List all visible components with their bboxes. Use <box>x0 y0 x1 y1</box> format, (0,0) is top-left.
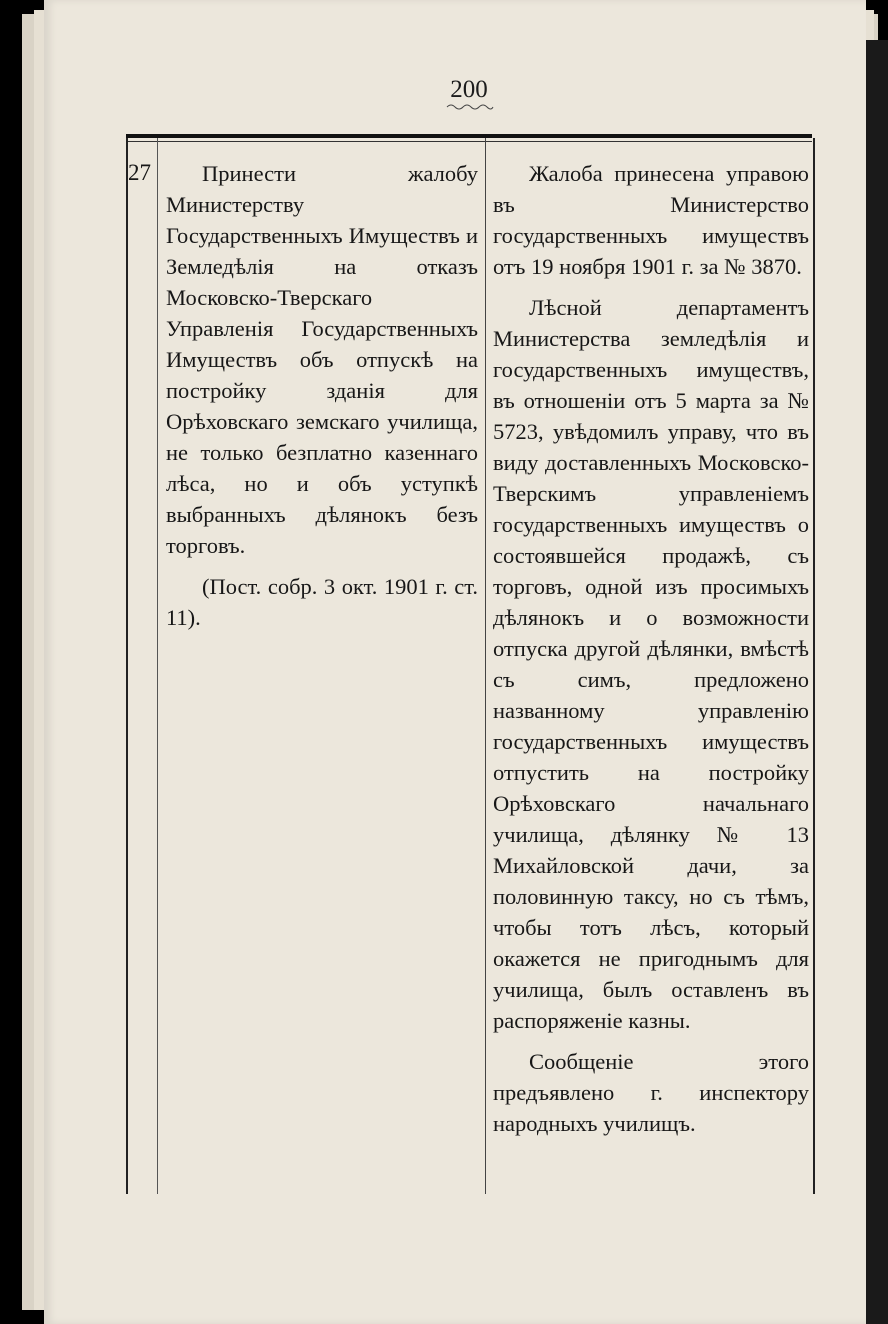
execution-paragraph-1: Жалоба принесена управою въ Министерство государственныхъ имуществъ отъ 19 ноября 1901 г. за № 3870. <box>493 161 809 279</box>
resolution-reference: (Пост. собр. 3 окт. 1901 г. ст. 11). <box>166 574 478 630</box>
resolution-column <box>166 158 478 633</box>
table-top-rule-thin <box>126 141 812 142</box>
middle-column-divider <box>485 138 486 1194</box>
book-edge-dark <box>866 40 888 1324</box>
page-number-ornament <box>445 102 495 112</box>
table-right-border <box>813 138 815 1194</box>
table-top-rule <box>126 134 812 138</box>
execution-paragraph-3: Сообщеніе этого предъявлено г. инспектору народныхъ училищъ. <box>493 1049 809 1136</box>
table-left-border <box>126 138 128 1194</box>
number-column-divider <box>157 138 158 1194</box>
resolution-text: Принести жалобу Министерству Государственныхъ Имуществъ и Земледѣлія на отказъ Московско-Тверскаго Управленія Государственныхъ Имуществъ объ отпускѣ на постройку зданія для Орѣховскаго земскаго училища, не только безплатно казеннаго лѣса, но и объ уступкѣ выбранныхъ дѣлянокъ безъ торговъ. <box>166 161 478 558</box>
page-number: 200 <box>450 76 488 103</box>
entry-number: 27 <box>128 160 151 185</box>
execution-paragraph-2: Лѣсной департаментъ Министерства земледѣлія и государственныхъ имуществъ, въ отношеніи отъ 5 марта за № 5723, увѣдомилъ управу, что въ виду доставленныхъ Московско-Тверскимъ управленіемъ государственныхъ имуществъ о состоявшейся продажѣ, съ торговъ, одной изъ просимыхъ дѣлянокъ и о возможности отпуска другой дѣлянки, вмѣстѣ съ симъ, предложено названному управленію государственныхъ имуществъ отпустить на постройку Орѣховскаго начальнаго училища, дѣлянку № 13 Михайловской дачи, за половинную таксу, но съ тѣмъ, чтобы тотъ лѣсъ, который окажется не пригоднымъ для училища, былъ оставленъ въ распоряженіе казны. <box>493 295 809 1033</box>
execution-column <box>493 158 809 1139</box>
